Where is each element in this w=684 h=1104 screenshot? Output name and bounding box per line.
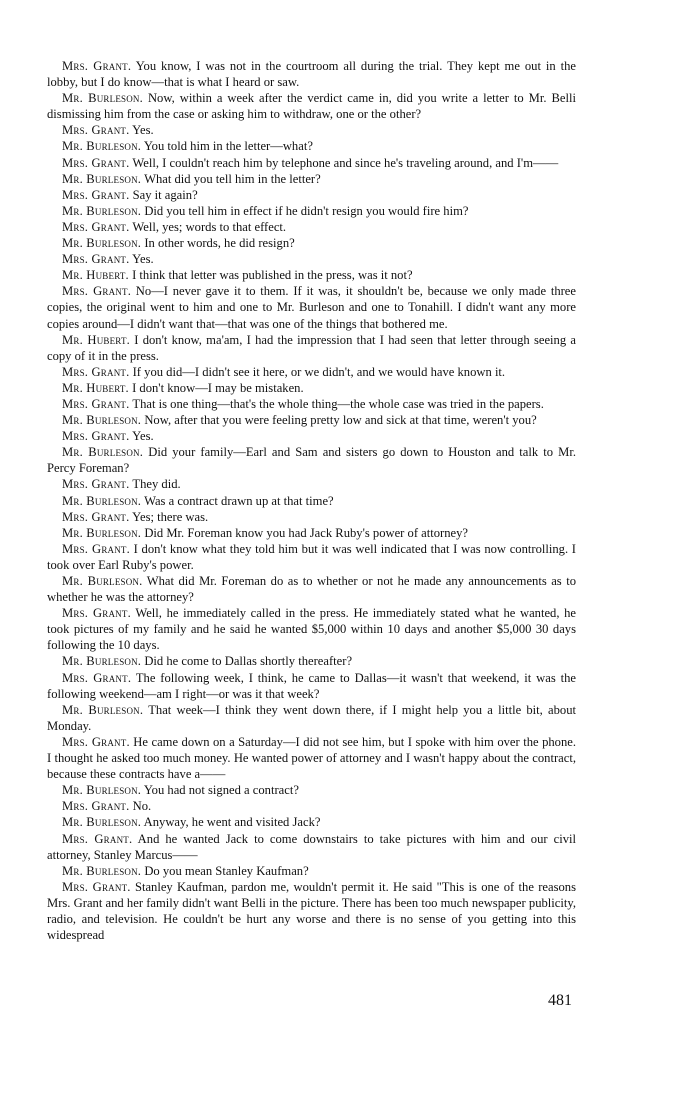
speaker-name: Mr. Burleson. bbox=[62, 574, 143, 588]
page-number: 481 bbox=[548, 992, 572, 1009]
speaker-name: Mr. Burleson. bbox=[62, 815, 142, 830]
transcript-paragraph bbox=[47, 605, 576, 653]
speaker-name: Mr. Hubert. bbox=[62, 380, 129, 395]
transcript-paragraph bbox=[47, 171, 576, 187]
testimony-text: You know, I was not in the courtroom all during the trial. They kept me out in the lobby, but I do know—that is what I heard or saw. bbox=[47, 59, 576, 90]
testimony-text: That week—I think they went down there, if I might help you a little bit, about Monday. bbox=[47, 702, 577, 733]
speaker-name: Mrs. Grant. bbox=[62, 429, 130, 444]
transcript-paragraph bbox=[47, 203, 576, 219]
speaker-name: Mrs. Grant. bbox=[62, 509, 130, 524]
transcript-paragraph bbox=[47, 219, 576, 235]
transcript-paragraph bbox=[47, 235, 576, 251]
transcript-paragraph bbox=[47, 573, 576, 605]
speaker-name: Mrs. Grant. bbox=[62, 59, 132, 73]
testimony-text: Well, yes; words to that effect. bbox=[132, 219, 287, 234]
speaker-name: Mr. Burleson. bbox=[62, 139, 142, 154]
speaker-name: Mrs. Grant. bbox=[62, 670, 132, 685]
testimony-text: You told him in the letter—what? bbox=[143, 139, 313, 154]
speaker-name: Mr. Burleson. bbox=[62, 654, 142, 669]
transcript-paragraph bbox=[47, 814, 576, 830]
speaker-name: Mrs. Grant. bbox=[62, 219, 130, 234]
transcript-paragraph bbox=[47, 412, 576, 428]
testimony-text: Now, within a week after the verdict came in, did you write a letter to Mr. Belli dismissing him from the case or asking him to withdraw, one or the other? bbox=[47, 91, 576, 122]
testimony-text: Did your family—Earl and Sam and sisters go down to Houston and talk to Mr. Percy Foreman? bbox=[47, 445, 576, 476]
testimony-text: Yes. bbox=[132, 429, 154, 444]
speaker-name: Mr. Burleson. bbox=[62, 445, 144, 460]
testimony-text: In other words, he did resign? bbox=[144, 236, 295, 251]
speaker-name: Mr. Burleson. bbox=[62, 236, 142, 251]
speaker-name: Mr. Burleson. bbox=[62, 702, 144, 717]
testimony-text: They did. bbox=[132, 477, 181, 492]
transcript-paragraph bbox=[47, 122, 576, 138]
transcript-paragraph bbox=[47, 187, 576, 203]
testimony-text: He came down on a Saturday—I did not see him, but I spoke with him over the phone. I thought he asked too much money. He wanted power of attorney and I wasn't happy about the contract, because these contracts have a—— bbox=[47, 734, 576, 782]
transcript-paragraph bbox=[47, 879, 576, 943]
testimony-text: Was a contract drawn up at that time? bbox=[144, 493, 334, 508]
testimony-text: I don't know, ma'am, I had the impression that I had seen that letter through seeing a copy of it in the press. bbox=[47, 332, 576, 363]
transcript-paragraph bbox=[47, 476, 576, 492]
transcript-paragraph bbox=[47, 58, 576, 90]
transcript-paragraph bbox=[47, 332, 576, 364]
speaker-name: Mr. Burleson. bbox=[62, 783, 142, 798]
speaker-name: Mrs. Grant. bbox=[62, 284, 132, 299]
speaker-name: Mr. Burleson. bbox=[62, 525, 142, 540]
transcript-paragraph bbox=[47, 444, 576, 476]
speaker-name: Mr. Burleson. bbox=[62, 493, 142, 508]
speaker-name: Mrs. Grant. bbox=[62, 799, 130, 814]
speaker-name: Mrs. Grant. bbox=[62, 155, 130, 170]
transcript-paragraph bbox=[47, 653, 576, 669]
speaker-name: Mrs. Grant. bbox=[62, 477, 130, 492]
transcript-paragraph bbox=[47, 428, 576, 444]
testimony-text: I don't know—I may be mistaken. bbox=[132, 380, 304, 395]
speaker-name: Mrs. Grant. bbox=[62, 187, 130, 202]
transcript-paragraph bbox=[47, 267, 576, 283]
speaker-name: Mr. Burleson. bbox=[62, 413, 142, 428]
speaker-name: Mr. Burleson. bbox=[62, 171, 142, 186]
transcript-paragraph bbox=[47, 702, 576, 734]
transcript-paragraph bbox=[47, 493, 576, 509]
transcript-paragraph bbox=[47, 782, 576, 798]
testimony-text: Yes; there was. bbox=[132, 509, 209, 524]
testimony-text: No—I never gave it to them. If it was, it shouldn't be, because we only made three copies, the original went to him and one to Mr. Burleson and one to Tonahill. I didn't want any more copies around—I didn't want that—that was one of the things that bothered me. bbox=[47, 284, 576, 331]
testimony-text: Yes. bbox=[132, 123, 154, 138]
testimony-text: Well, he immediately called in the press. He immediately stated what he wanted, he took pictures of my family and he said he wanted $5,000 within 10 days and another $5,000 30 days following the 10 days. bbox=[47, 606, 577, 653]
transcript-paragraph bbox=[47, 509, 576, 525]
speaker-name: Mrs. Grant. bbox=[62, 541, 130, 556]
speaker-name: Mr. Hubert. bbox=[62, 268, 129, 283]
transcript-paragraph bbox=[47, 251, 576, 267]
testimony-text: What did you tell him in the letter? bbox=[144, 171, 321, 186]
speaker-name: Mr. Burleson. bbox=[62, 203, 142, 218]
testimony-text: Well, I couldn't reach him by telephone and since he's traveling around, and I'm—— bbox=[132, 155, 559, 170]
speaker-name: Mrs. Grant. bbox=[62, 364, 130, 379]
transcript-paragraph bbox=[47, 138, 576, 154]
speaker-name: Mrs. Grant. bbox=[62, 606, 131, 621]
testimony-text: Now, after that you were feeling pretty low and sick at that time, weren't you? bbox=[144, 413, 537, 428]
transcript-paragraph bbox=[47, 90, 576, 122]
testimony-text: No. bbox=[132, 799, 152, 814]
speaker-name: Mrs. Grant. bbox=[62, 879, 131, 894]
transcript-paragraph bbox=[47, 155, 576, 171]
testimony-text: You had not signed a contract? bbox=[143, 783, 299, 798]
transcript-paragraph bbox=[47, 863, 576, 879]
testimony-text: The following week, I think, he came to Dallas—it wasn't that weekend, it was the following weekend—am I right—or was it that week? bbox=[47, 670, 577, 701]
testimony-text: Did he come to Dallas shortly thereafter? bbox=[144, 654, 353, 669]
transcript-paragraph bbox=[47, 525, 576, 541]
testimony-text: If you did—I didn't see it here, or we didn't, and we would have known it. bbox=[132, 364, 506, 379]
transcript-paragraph bbox=[47, 380, 576, 396]
testimony-text: And he wanted Jack to come downstairs to take pictures with him and our civil attorney, Stanley Marcus—— bbox=[47, 831, 576, 862]
testimony-text: Do you mean Stanley Kaufman? bbox=[144, 863, 309, 878]
testimony-text: Did Mr. Foreman know you had Jack Ruby's power of attorney? bbox=[144, 525, 469, 540]
transcript-paragraph bbox=[47, 396, 576, 412]
testimony-text: Say it again? bbox=[132, 187, 198, 202]
speaker-name: Mr. Burleson. bbox=[62, 91, 143, 106]
transcript-paragraph bbox=[47, 541, 576, 573]
speaker-name: Mr. Hubert. bbox=[62, 332, 131, 347]
transcript-paragraph bbox=[47, 283, 576, 331]
testimony-text: Did you tell him in effect if he didn't resign you would fire him? bbox=[144, 203, 469, 218]
speaker-name: Mrs. Grant. bbox=[62, 831, 133, 846]
testimony-text: I don't know what they told him but it was well indicated that I was now controlling. I took over Earl Ruby's power. bbox=[47, 541, 576, 572]
testimony-text: Yes. bbox=[132, 252, 154, 267]
testimony-text: What did Mr. Foreman do as to whether or not he made any announcements as to whether he was the attorney? bbox=[47, 574, 576, 605]
transcript-paragraph bbox=[47, 670, 576, 702]
speaker-name: Mrs. Grant. bbox=[62, 734, 130, 749]
speaker-name: Mr. Burleson. bbox=[62, 863, 142, 878]
testimony-text: Anyway, he went and visited Jack? bbox=[143, 815, 321, 830]
transcript-paragraph bbox=[47, 798, 576, 814]
transcript-paragraph bbox=[47, 364, 576, 380]
speaker-name: Mrs. Grant. bbox=[62, 123, 130, 138]
transcript-paragraph bbox=[47, 734, 576, 782]
speaker-name: Mrs. Grant. bbox=[62, 252, 130, 267]
testimony-text: That is one thing—that's the whole thing—the whole case was tried in the papers. bbox=[132, 396, 544, 411]
transcript-body bbox=[47, 58, 576, 943]
testimony-text: I think that letter was published in the press, was it not? bbox=[132, 268, 413, 283]
speaker-name: Mrs. Grant. bbox=[62, 396, 130, 411]
testimony-text: Stanley Kaufman, pardon me, wouldn't permit it. He said "This is one of the reasons Mrs. Grant and her family didn't want Belli in the picture. There has been too much newspaper publicity, radio, and television. He couldn't be hurt any worse and there is no sense of you getting into this widespread bbox=[47, 879, 576, 943]
transcript-paragraph bbox=[47, 831, 576, 863]
